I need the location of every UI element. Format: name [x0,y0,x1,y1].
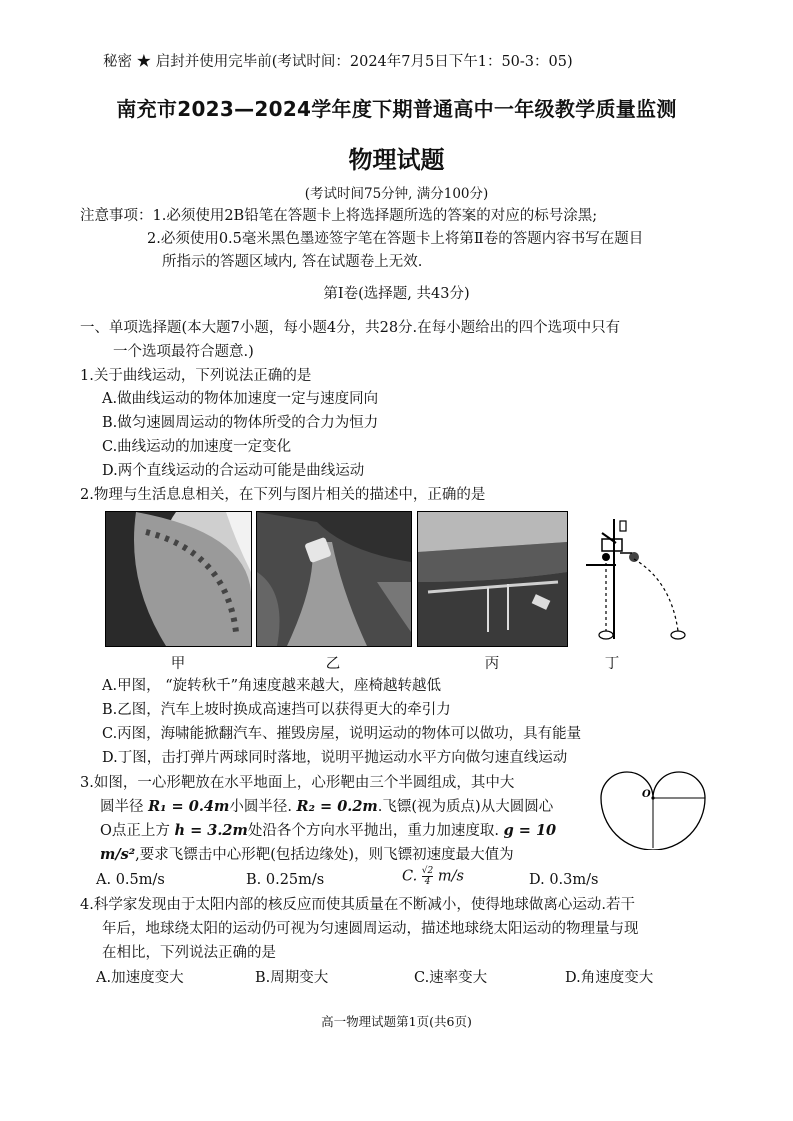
question-3-line-2 [100,797,553,817]
question-4-option-b: B.周期变大 [255,970,329,986]
heart-target-figure [597,770,712,850]
question-2-option-a: A.甲图， “旋转秋千”角速度越来越大，座椅越转越低 [102,678,442,694]
question-3-option-c [402,866,464,887]
question-4-line-3: 在相比，下列说法正确的是 [102,945,276,961]
question-4-option-d: D.角速度变大 [565,970,654,986]
q3-c-unit: m/s [437,868,464,885]
notes-line-3: 所指示的答题区域内, 答在试题卷上无效. [162,254,423,270]
question-4-option-a: A.加速度变大 [96,970,184,986]
q3-c-fraction [422,866,433,887]
question-3-line-3 [100,821,556,841]
q3-c-prefix: C. [402,868,418,885]
q3-c-denominator: 4 [424,877,431,887]
page-footer: 高一物理试题第1页(共6页) [321,1014,472,1029]
q3-c-numerator: √2 [421,866,434,876]
q3-text: .飞镖(视为质点)从大圆圆心 [377,799,554,815]
question-2-stem: 2.物理与生活息息相关，在下列与图片相关的描述中，正确的是 [80,487,486,503]
question-1-option-b: B.做匀速圆周运动的物体所受的合力为恒力 [102,415,379,431]
photo-car-uphill [256,511,412,647]
q3-text: ,要求飞镖击中心形靶(包括边缘处)，则飞镖初速度最大值为 [135,847,514,863]
q3-text: 圆半径 [100,799,149,815]
radius-r1: R₁ = 0.4m [148,798,230,815]
question-1-option-c: C.曲线运动的加速度一定变化 [102,439,292,455]
photo-label-jia: 甲 [170,656,186,672]
question-3-line-1: 3.如图，一心形靶放在水平地面上，心形靶由三个半圆组成，其中大 [80,775,515,791]
height-h: h = 3.2m [174,822,248,839]
notes-line-1: 注意事项：1.必须使用2B铅笔在答题卡上将选择题所选的答案的对应的标号涂黑; [80,208,598,224]
section-title: 第Ⅰ卷(选择题, 共43分) [323,286,470,302]
exam-title: 南充市2023—2024学年度下期普通高中一年级教学质量监测 [116,97,677,121]
q3-text: 处沿各个方向水平抛出，重力加速度取. [247,823,504,839]
q3-text: 小圆半径. [229,799,297,815]
photo-rotating-swing [105,511,252,647]
question-1-stem: 1.关于曲线运动，下列说法正确的是 [80,368,312,384]
question-2-option-c: C.丙图，海啸能掀翻汽车、摧毁房屋，说明运动的物体可以做功，具有能量 [102,726,582,742]
exam-subtitle: 物理试题 [348,146,445,174]
question-4-line-2: 年后，地球绕太阳的运动仍可视为匀速圆周运动，描述地球绕太阳运动的物理量与现 [102,921,639,937]
photo-tsunami [417,511,568,647]
question-3-line-4 [100,845,514,865]
question-3-option-d: D. 0.3m/s [529,872,599,888]
section-intro-line-2: 一个选项最符合题意.) [113,344,254,360]
gravity-unit: m/s² [100,846,136,863]
exam-time-info: (考试时间75分钟, 满分100分) [304,186,489,202]
question-1-option-a: A.做曲线运动的物体加速度一定与速度同向 [102,391,379,407]
radius-r2: R₂ = 0.2m [296,798,378,815]
diagram-ball-drop-apparatus [576,511,686,645]
gravity-g: g = 10 [503,822,557,839]
confidential-notice: 秘密 ★ 启封并使用完毕前(考试时间：2024年7月5日下午1：50-3：05) [103,54,573,70]
notes-line-2: 2.必须使用0.5毫米黑色墨迹签字笔在答题卡上将第Ⅱ卷的答题内容书写在题目 [147,231,644,247]
question-3-option-b: B. 0.25m/s [246,872,325,888]
section-intro-line-1: 一、单项选择题(本大题7小题，每小题4分，共28分.在每小题给出的四个选项中只有 [80,320,621,336]
question-3-option-a: A. 0.5m/s [96,872,165,888]
q3-text: O点正上方 [100,823,175,839]
question-2-option-d: D.丁图，击打弹片两球同时落地，说明平抛运动水平方向做匀速直线运动 [102,750,568,766]
center-point-label: O [642,789,651,800]
photo-label-ding: 丁 [604,656,620,672]
photo-label-yi: 乙 [325,656,341,672]
photo-label-bing: 丙 [484,656,500,672]
question-4-line-1: 4.科学家发现由于太阳内部的核反应而使其质量在不断减小，使得地球做离心运动.若干 [80,897,635,913]
question-4-option-c: C.速率变大 [414,970,488,986]
question-2-option-b: B.乙图，汽车上坡时换成高速挡可以获得更大的牵引力 [102,702,451,718]
question-1-option-d: D.两个直线运动的合运动可能是曲线运动 [102,463,365,479]
